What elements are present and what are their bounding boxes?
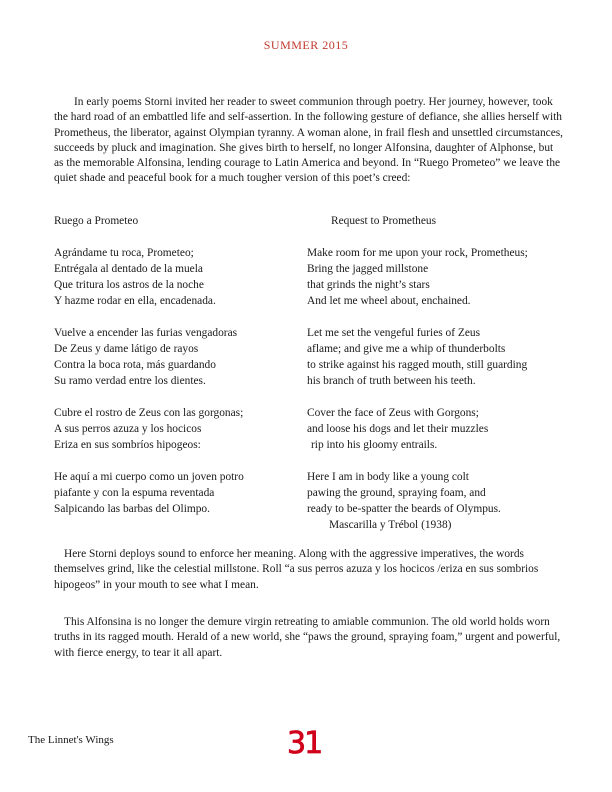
poem-line: Salpicando las barbas del Olimpo. [54, 503, 210, 515]
poem-line: Let me set the vengeful furies of Zeus [307, 327, 481, 339]
poem-line: aflame; and give me a whip of thunderbolts [307, 343, 506, 355]
poem-line: Make room for me upon your rock, Prometheus; [307, 247, 528, 259]
poem-line: Su ramo verdad entre los dientes. [54, 375, 206, 387]
poem-line: ready to be-spatter the beards of Olympus. [307, 503, 501, 515]
poem-line: Que tritura los astros de la noche [54, 279, 204, 291]
poem-line: Agrándame tu roca, Prometeo; [54, 247, 194, 259]
poem-line: Cover the face of Zeus with Gorgons; [307, 407, 479, 419]
poem-line: Eriza en sus sombríos hipogeos: [54, 439, 201, 451]
page-number-text: 31 [287, 727, 322, 757]
stanza [307, 469, 567, 533]
commentary-text: This Alfonsina is no longer the demure virgin retreating to amiable communion. The old world holds worn truths in its ragged mouth. Herald of a new world, she “paws the ground, spraying foam,” urgent and powerful, with fierce energy, to tear it all apart. [54, 616, 561, 659]
stanza [54, 245, 304, 309]
poem-line: He aquí a mi cuerpo como un joven potro [54, 471, 244, 483]
stanza [54, 469, 304, 517]
poem-line: piafante y con la espuma reventada [54, 487, 215, 499]
intro-text: In early poems Storni invited her reader to sweet communion through poetry. Her journey, however, took the hard road of an embattled life and self-assertion. In the following gesture of defiance, she allies herself with Prometheus, the liberator, against Olympian tyranny. A woman alone, in frail flesh and unsettled circumstances, succeeds by pluck and imagination. She gives birth to herself, no longer Alfonsina, daughter of Alphonse, but as the memorable Alfonsina, lending courage to Latin America and beyond. In “Ruego Prometeo” we leave the quiet shade and peaceful book for a much tougher version of this poet’s creed: [54, 96, 564, 185]
commentary-paragraph-1 [54, 547, 564, 593]
poem-spanish-title: Ruego a Prometeo [54, 215, 139, 227]
poem-line: to strike against his ragged mouth, still guarding [307, 359, 528, 371]
poem-line: that grinds the night’s stars [307, 279, 430, 291]
page-header: SUMMER 2015 [263, 38, 349, 52]
commentary-text: Here Storni deploys sound to enforce her meaning. Along with the aggressive imperatives, the words themselves grind, like the celestial millstone. Roll “a sus perros azuza y los hocicos /eriza en sus sombrios hipogeos” in your mouth to see what I mean. [54, 548, 539, 591]
poem-english [307, 213, 567, 549]
poem-line: Cubre el rostro de Zeus con las gorgonas; [54, 407, 244, 419]
poem-line: Here I am in body like a young colt [307, 471, 469, 483]
poem-line: Entrégala al dentado de la muela [54, 263, 203, 275]
poem-english-title: Request to Prometheus [331, 215, 437, 227]
commentary-paragraph-2 [54, 615, 564, 661]
poem-line: And let me wheel about, enchained. [307, 295, 471, 307]
poem-line: De Zeus y dame látigo de rayos [54, 343, 199, 355]
poem-line: A sus perros azuza y los hocicos [54, 423, 202, 435]
intro-paragraph [54, 95, 564, 187]
poem-line: Bring the jagged millstone [307, 263, 429, 275]
stanza [307, 245, 567, 309]
poem-line: pawing the ground, spraying foam, and [307, 487, 486, 499]
stanza [307, 325, 567, 389]
poem-source: Mascarilla y Trébol (1938) [329, 519, 452, 531]
poem-line: his branch of truth between his teeth. [307, 375, 476, 387]
poem-line: Y hazme rodar en ella, encadenada. [54, 295, 216, 307]
poem-spanish [54, 213, 304, 533]
poem-line: Vuelve a encender las furias vengadoras [54, 327, 238, 339]
stanza [54, 405, 304, 453]
page-number [285, 727, 333, 757]
stanza [54, 325, 304, 389]
poem-line: Contra la boca rota, más guardando [54, 359, 216, 371]
poem-line: rip into his gloomy entrails. [311, 439, 438, 451]
stanza [307, 405, 567, 453]
publication-name: The Linnet's Wings [28, 734, 114, 746]
poem-line: and loose his dogs and let their muzzles [307, 423, 489, 435]
